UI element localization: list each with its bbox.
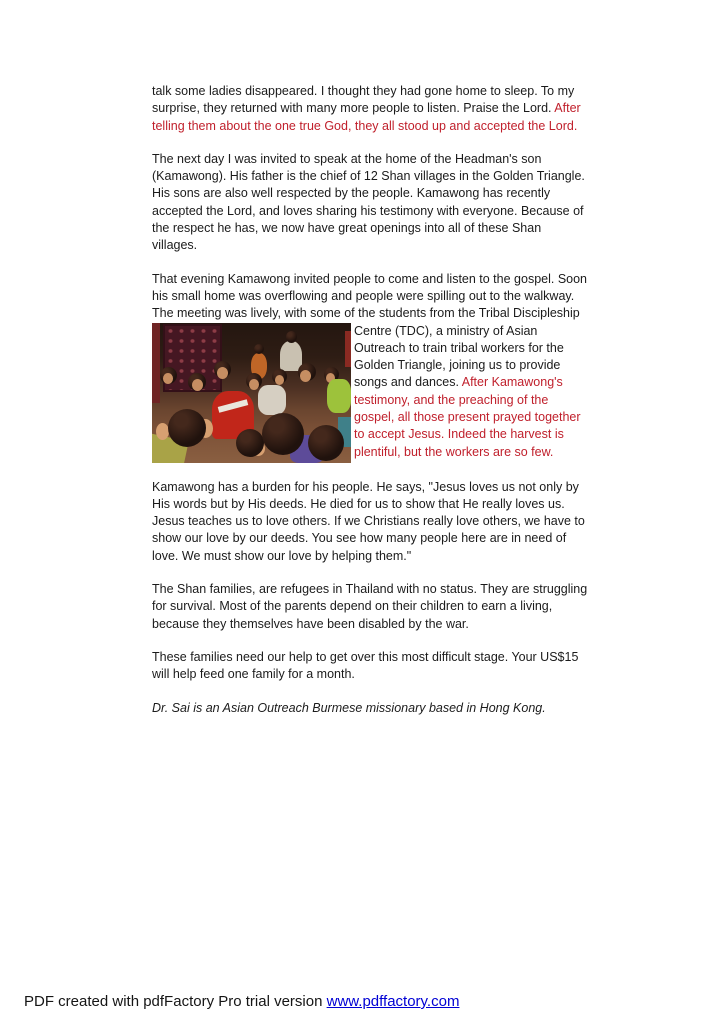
text-line <box>354 357 586 374</box>
paragraph-ladies-returned <box>152 83 586 135</box>
text-segment: for survival. Most of the parents depend on their children to earn a living, <box>152 599 553 614</box>
text-line <box>152 616 586 633</box>
text-line <box>152 496 586 513</box>
text-line <box>354 374 586 391</box>
text-segment: testimony, and the preaching of the <box>354 392 549 407</box>
photo-head <box>254 344 264 354</box>
text-segment: His words but by His deeds. He died for us to show that He really loves us. <box>152 496 565 511</box>
text-segment: Outreach to train tribal workers for the <box>354 340 564 355</box>
text-line <box>152 100 586 117</box>
text-segment: telling them about the one true God, they all stood up and accepted the Lord. <box>152 118 578 133</box>
text-line <box>152 598 586 615</box>
text-line <box>152 305 586 322</box>
paragraph-author-byline <box>152 700 586 717</box>
text-segment: Dr. Sai is an Asian Outreach Burmese missionary based in Hong Kong. <box>152 700 546 715</box>
text-line <box>152 83 586 100</box>
photo-face <box>192 379 203 391</box>
photo-foreground-head <box>308 425 344 461</box>
photo-green-shirt <box>327 379 351 413</box>
text-line <box>152 479 586 496</box>
text-line <box>354 444 586 461</box>
text-line <box>152 581 586 598</box>
text-segment: accepted the Lord, and loves sharing his testimony with everyone. Because of <box>152 203 584 218</box>
text-segment: will help feed one family for a month. <box>152 667 355 682</box>
photo-face <box>163 373 173 384</box>
text-segment: The Shan families, are refugees in Thailand with no status. They are struggling <box>152 582 588 597</box>
photo-foreground-head <box>168 409 206 447</box>
text-segment: gospel, all those present prayed together <box>354 410 581 425</box>
photo-face <box>217 367 228 379</box>
paragraph-kamawong-burden <box>152 479 586 565</box>
text-segment: plentiful, but the workers are so few. <box>354 444 554 459</box>
photo-foreground-head <box>236 429 264 457</box>
photo-white-shirt <box>258 385 286 415</box>
text-segment: the respect he has, we now have great openings into all of these Shan <box>152 221 542 236</box>
document-body <box>152 83 586 733</box>
text-line <box>152 548 586 565</box>
text-segment: Golden Triangle, joining us to provide <box>354 358 561 373</box>
text-segment: The meeting was lively, with some of the students from the Tribal Discipleship <box>152 306 580 321</box>
photo-face <box>249 379 259 390</box>
text-line <box>152 666 586 683</box>
text-line <box>152 530 586 547</box>
text-line <box>152 185 586 202</box>
photo-face <box>300 370 311 382</box>
text-segment: (Kamawong). His father is the chief of 12 Shan villages in the Golden Triangle. <box>152 169 585 184</box>
text-line <box>354 392 586 409</box>
paragraph-shan-refugees <box>152 581 586 633</box>
photo-foreground-head <box>262 413 304 455</box>
meeting-photo <box>152 323 351 463</box>
text-line <box>152 288 586 305</box>
paragraph-evening-meeting <box>152 271 586 323</box>
photo-text-row <box>152 323 586 463</box>
text-line <box>152 271 586 288</box>
text-line <box>152 203 586 220</box>
text-segment: because they themselves have been disabled by the war. <box>152 616 469 631</box>
text-line <box>354 426 586 443</box>
text-line <box>354 323 586 340</box>
text-segment: After <box>554 101 581 116</box>
text-segment: villages. <box>152 238 198 253</box>
text-line <box>152 220 586 237</box>
photo-face <box>275 375 284 385</box>
text-line <box>152 168 586 185</box>
text-segment: The next day I was invited to speak at the home of the Headman's son <box>152 151 542 166</box>
footer-text: PDF created with pdfFactory Pro trial version <box>24 993 327 1010</box>
photo-wall-strip <box>152 323 160 403</box>
text-line <box>152 700 586 717</box>
pdffactory-link[interactable]: www.pdffactory.com <box>326 993 460 1010</box>
paragraph-donation-appeal <box>152 649 586 684</box>
text-segment: to accept Jesus. Indeed the harvest is <box>354 427 564 442</box>
text-segment: These families need our help to get over this most difficult stage. Your US$15 <box>152 649 579 664</box>
text-segment: surprise, they returned with many more people to listen. Praise the Lord. <box>152 101 555 116</box>
photo-edge-red <box>345 331 351 367</box>
text-segment: songs and dances. <box>354 375 462 390</box>
pdf-factory-footer <box>24 993 459 1010</box>
text-line <box>152 237 586 254</box>
text-segment: His sons are also well respected by the people. Kamawong has recently <box>152 186 551 201</box>
text-segment: Kamawong has a burden for his people. He says, "Jesus loves us not only by <box>152 479 579 494</box>
photo-head <box>286 331 297 343</box>
text-line <box>152 649 586 666</box>
text-segment: love. We must show our love by helping them." <box>152 548 412 563</box>
text-segment: That evening Kamawong invited people to come and listen to the gospel. Soon <box>152 271 588 286</box>
text-segment: talk some ladies disappeared. I thought they had gone home to sleep. To my <box>152 84 575 98</box>
text-segment: his small home was overflowing and people were spilling out to the walkway. <box>152 288 575 303</box>
text-line <box>152 151 586 168</box>
text-line <box>354 409 586 426</box>
text-segment: After Kamawong's <box>461 375 563 390</box>
text-segment: Jesus teaches us to love others. If we Christians really love others, we have to <box>152 514 585 529</box>
paragraph-headman-son <box>152 151 586 255</box>
paragraph-evening-meeting-wrap <box>354 323 586 461</box>
text-line <box>354 340 586 357</box>
text-segment: show our love by our deeds. You see how many people here are in need of <box>152 531 567 546</box>
text-line <box>152 513 586 530</box>
photo-hand <box>156 423 169 440</box>
text-segment: Centre (TDC), a ministry of Asian <box>354 323 538 338</box>
text-line <box>152 118 586 135</box>
